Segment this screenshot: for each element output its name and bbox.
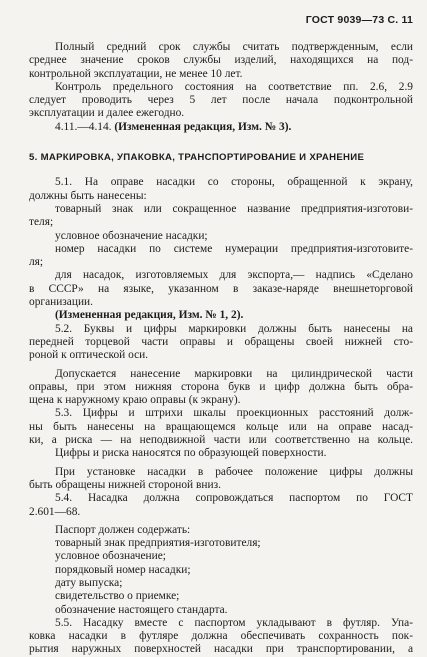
text-line: эксплуатации и далее ежегодно. [29, 107, 185, 120]
text-line: должны быть нанесены: [29, 189, 147, 202]
list-item: товарный знак предприятия-изготовителя; [55, 537, 261, 550]
text-line: передней торцевой части оправы и обращены своей нижней сто- [29, 335, 413, 348]
paragraph-5-4 [29, 492, 413, 519]
text-line: ки, а риска — на неподвижной части или соответственно на кольце. [29, 434, 413, 447]
paragraph-passport-contents [29, 524, 413, 617]
section-heading: 5. МАРКИРОВКА, УПАКОВКА, ТРАНСПОРТИРОВАНИЕ И ХРАНЕНИЕ [29, 152, 365, 164]
text-line: условное обозначение насадки; [55, 229, 208, 242]
text-line: контрольной эксплуатации, не менее 10 лет. [29, 67, 243, 80]
clause-number: 4.11.—4.14. [55, 120, 112, 133]
list-item: порядковый номер насадки; [55, 563, 191, 576]
text-line: 5.4. Насадка должна сопровождаться паспортом по ГОСТ [55, 492, 413, 505]
text-line: теля; [29, 216, 54, 229]
text-line: следует проводить через 5 лет после начала подконтрольной [29, 94, 413, 107]
text-line: ны быть нанесены на вращающемся кольце или на оправе насад- [29, 420, 413, 433]
paragraph-5-2 [29, 323, 413, 363]
text-line: организации. [29, 296, 93, 309]
text-line: щена к наружному краю оправы (к экрану). [29, 394, 241, 407]
list-item: условное обозначение; [55, 550, 166, 563]
text-line: При установке насадки в рабочее положение цифры должны [55, 465, 413, 478]
text-line: Полный средний срок службы считать подтвержденным, если [55, 41, 413, 53]
text-line: ковка насадки в футляре должна обеспечивать сохранность пок- [29, 630, 413, 643]
paragraph-working-position [29, 466, 413, 493]
text-line: в СССР» на языке, указанном в заказе-наряде внешнеторговой [29, 282, 413, 295]
paragraph-5-5 [29, 617, 413, 657]
text-line: номер насадки по системе нумерации предприятия-изготовите- [55, 242, 413, 255]
list-item: обозначение настоящего стандарта. [55, 603, 228, 616]
text-line: 5.3. Цифры и штрихи шкалы проекционных расстояний долж- [55, 407, 413, 420]
text-line: Паспорт должен содержать: [55, 523, 191, 536]
paragraph-limit-state [29, 81, 413, 121]
text-line: оправы, при этом нижняя сторона букв и цифр должна быть обра- [29, 380, 413, 393]
list-item: дату выпуска; [55, 576, 123, 589]
amendment-note: (Измененная редакция, Изм. № 3). [114, 120, 292, 133]
paragraph-cylindrical-marking [29, 368, 413, 408]
text-line: товарный знак или сокращенное название предприятия-изготови- [55, 202, 413, 215]
text-line: 5.5. Насадку вместе с паспортом укладывают в футляр. Упа- [55, 616, 413, 629]
text-line: ля; [29, 256, 44, 269]
text-line: Цифры и риска наносятся по образующей поверхности. [55, 447, 327, 460]
paragraph-service-life [29, 41, 413, 81]
text-line: Допускается нанесение маркировки на цилиндрической части [55, 367, 413, 380]
text-line: роной к оптической оси. [29, 349, 149, 362]
text-line: 5.2. Буквы и цифры маркировки должны быть нанесены на [55, 322, 413, 335]
amendment-note: (Измененная редакция, Изм. № 1, 2). [55, 309, 244, 322]
text-line: быть обращены нижней стороной вниз. [29, 478, 221, 491]
paragraph-amendment-3 [29, 121, 413, 134]
list-item: свидетельство о приемке; [55, 590, 180, 603]
text-line: рытия наружных поверхностей насадки при транспортировании, а [29, 643, 413, 656]
paragraph-5-1 [29, 176, 413, 309]
text-line: 5.1. На оправе насадки со стороны, обращенной к экрану, [55, 176, 413, 189]
text-line: 2.601—68. [29, 505, 81, 518]
paragraph-5-3 [29, 407, 413, 460]
text-line: Контроль предельного состояния на соответствие пп. 2.6, 2.9 [55, 80, 413, 93]
page-content [29, 41, 413, 657]
page-header: ГОСТ 9039—73 С. 11 [305, 14, 413, 26]
text-line: для насадок, изготовляемых для экспорта,— надпись «Сделано [55, 269, 413, 282]
text-line: среднее значение сроков службы изделий, находящихся на под- [29, 54, 413, 67]
